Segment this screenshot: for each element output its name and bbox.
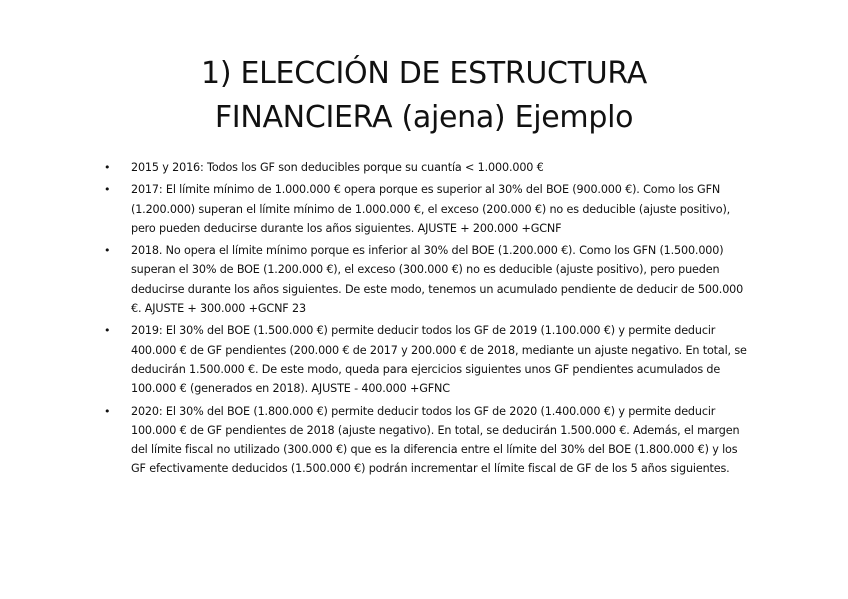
bullet-item-2018 bbox=[104, 241, 754, 318]
bullet-list bbox=[104, 158, 754, 482]
bullet-text: 2018. No opera el límite mínimo porque es inferior al 30% del BOE (1.200.000 €). Como los GFN (1.500.000) superan el 30% de BOE (1.200.000 €), el exceso (300.000 €) no es deducible (ajuste positivo), pero pueden deducirse durante los años siguientes. De este modo, tenemos un acumulado pendiente de deducir de 500.000 €. AJUSTE + 300.000 +GCNF 23 bbox=[131, 244, 744, 316]
slide-title-line-1: 1) ELECCIÓN DE ESTRUCTURA bbox=[201, 56, 647, 91]
bullet-item-2019 bbox=[104, 321, 754, 398]
bullet-item-2015-2016 bbox=[104, 158, 754, 177]
bullet-text: 2020: El 30% del BOE (1.800.000 €) permite deducir todos los GF de 2020 (1.400.000 €) y permite deducir 100.000 € de GF pendientes de 2018 (ajuste negativo). En total, se deducirán 1.500.000 €. Además, el margen del límite fiscal no utilizado (300.000 €) que es la diferencia entre el límite del 30% del BOE (1.800.000 €) y los GF efectivamente deducidos (1.500.000 €) podrán incrementar el límite fiscal de GF de los 5 años siguientes. bbox=[131, 404, 740, 476]
bullet-dot-icon: • bbox=[104, 161, 111, 174]
bullet-text: 2017: El límite mínimo de 1.000.000 € opera porque es superior al 30% del BOE (900.000 €). Como los GFN (1.200.000) superan el límite mínimo de 1.000.000 €, el exceso (200.000 €) no es deducible (ajuste positivo), pero pueden deducirse durante los años siguientes. AJUSTE + 200.000 +GCNF bbox=[131, 183, 731, 235]
bullet-text: 2015 y 2016: Todos los GF son deducibles porque su cuantía < 1.000.000 € bbox=[131, 161, 544, 174]
bullet-item-2020 bbox=[104, 402, 754, 479]
bullet-dot-icon: • bbox=[104, 183, 111, 197]
bullet-item-2017 bbox=[104, 180, 754, 238]
slide-title-line-2: FINANCIERA (ajena) Ejemplo bbox=[214, 100, 634, 135]
bullet-text: 2019: El 30% del BOE (1.500.000 €) permite deducir todos los GF de 2019 (1.100.000 €) y permite deducir 400.000 € de GF pendientes (200.000 € de 2017 y 200.000 € de 2018, mediante un ajuste negativo. En total, se deducirán 1.500.000 €. De este modo, queda para ejercicios siguientes unos GF pendientes acumulados de 100.000 € (generados en 2018). AJUSTE - 400.000 +GFNC bbox=[131, 324, 747, 396]
bullet-dot-icon: • bbox=[104, 324, 111, 338]
bullet-dot-icon: • bbox=[104, 244, 111, 258]
bullet-dot-icon: • bbox=[104, 404, 111, 418]
slide-title bbox=[60, 52, 788, 140]
